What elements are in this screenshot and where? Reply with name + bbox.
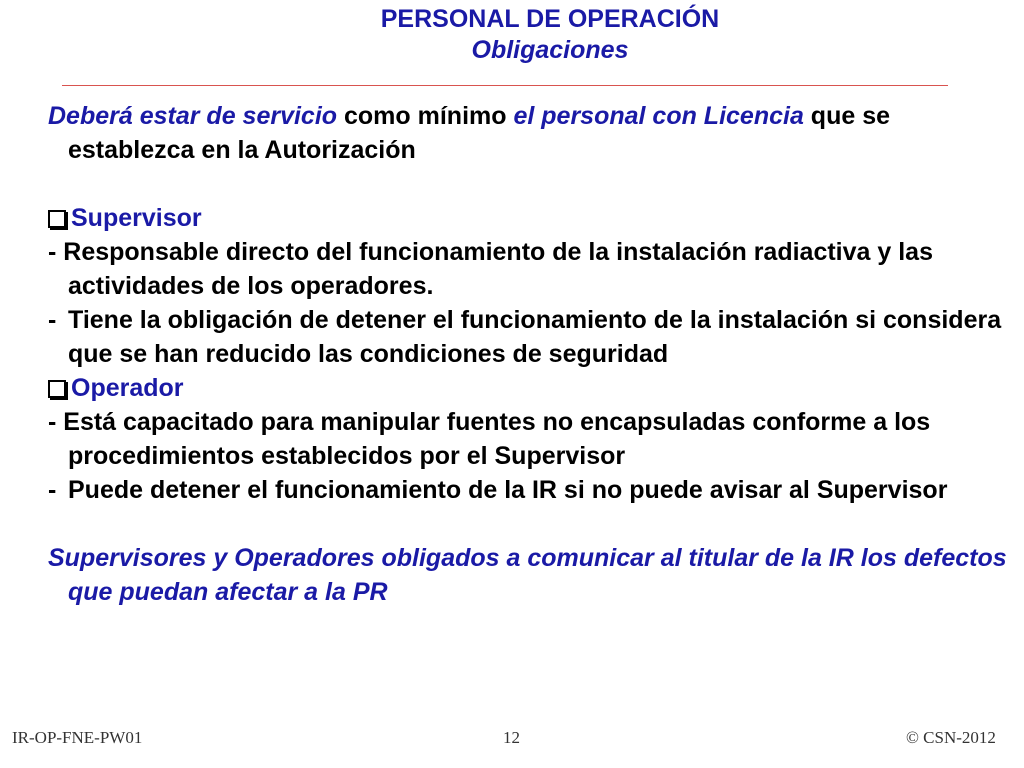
supervisor-heading-label: Supervisor [71, 204, 202, 232]
supervisor-item-2-text: Tiene la obligación de detener el funcionamiento de la instalación si considera que se han reducido las condiciones de seguridad [68, 306, 1002, 368]
operador-heading-label: Operador [71, 374, 184, 402]
title-divider [62, 85, 948, 86]
operador-item-2 [48, 473, 1008, 507]
dash-bullet: - [48, 306, 57, 334]
checkbox-bullet-icon [48, 380, 66, 398]
spacer [48, 507, 1008, 541]
operador-item-2-text: Puede detener el funcionamiento de la IR si no puede avisar al Supervisor [68, 476, 948, 504]
operador-heading [48, 371, 1008, 405]
operador-item-1: - Está capacitado para manipular fuentes no encapsuladas conforme a los procedimientos establecidos por el Supervisor [48, 408, 931, 470]
intro-emphasis-2: el personal con Licencia [513, 102, 804, 130]
footer-left: IR-OP-FNE-PW01 [12, 728, 143, 747]
intro-text-2: que se establezca en la Autorización [68, 102, 891, 164]
supervisor-item-1: - Responsable directo del funcionamiento de la instalación radiactiva y las actividades de los operadores. [48, 238, 933, 300]
spacer [48, 167, 1008, 201]
slide-footer [0, 724, 1024, 750]
intro-text-1: como mínimo [337, 102, 514, 130]
supervisor-item-2 [48, 303, 1008, 371]
slide-body [48, 99, 1008, 609]
dash-bullet: - [48, 476, 57, 504]
supervisor-heading [48, 201, 1008, 235]
intro-emphasis-1: Deberá estar de servicio [48, 102, 338, 130]
page-subtitle: Obligaciones [471, 36, 629, 64]
checkbox-bullet-icon [48, 210, 66, 228]
intro-paragraph [48, 99, 1008, 167]
slide-title-block [0, 4, 1024, 66]
page-title: PERSONAL DE OPERACIÓN [380, 5, 720, 33]
footer-copyright: © CSN-2012 [906, 728, 996, 747]
conclusion-paragraph: Supervisores y Operadores obligados a comunicar al titular de la IR los defectos que puedan afectar a la PR [48, 544, 1007, 606]
footer-page-number: 12 [503, 728, 520, 747]
